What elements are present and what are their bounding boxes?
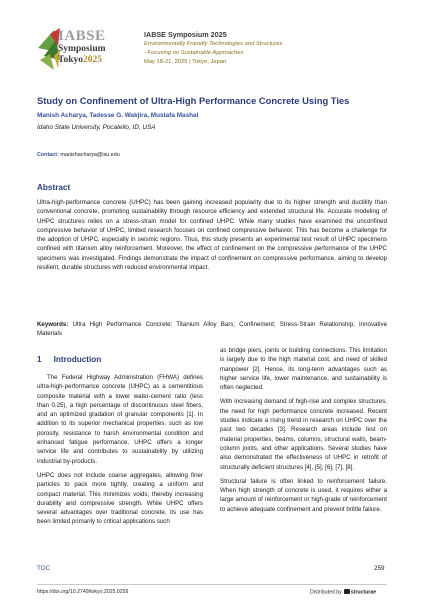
logo-symposium: Symposium	[58, 44, 106, 54]
paragraph: UHPC does not include coarse aggregates, allowing finer particles to pack more tightly, creating a uniform and compact material. This minimizes voids; thereby increasing durability and compressive strength. While UHPC offers several advantages over traditional concrete, its use has been limited primarily to critical applications such	[37, 471, 203, 526]
left-column	[37, 373, 203, 532]
paragraph: as bridge piers, joints or building connections. This limitation is largely due to the high material cost, and need of skilled manpower [2]. Hence, its long-term advantages such as higher service life, lower maintenance, and sustainability is often neglected.	[220, 347, 387, 392]
conference-theme-line-1: Environmentally Friendly Technologies and Structures	[144, 41, 283, 47]
intro-title: Introduction	[53, 355, 102, 364]
page-number: 259	[374, 565, 385, 572]
keywords-label: Keywords:	[37, 321, 69, 328]
keywords-text: Ultra High Performance Concrete; Titanium Alloy Bars; Confinement; Stress-Strain Relationship; Innovative Materials	[37, 321, 387, 338]
contact-label: Contact:	[37, 152, 59, 158]
footer-divider	[37, 584, 387, 585]
distributor-name[interactable]: structurae	[350, 589, 377, 596]
intro-heading	[37, 355, 101, 364]
authors: Manish Acharya, Tadesse G. Wakjira, Mustafa Mashal	[37, 112, 199, 119]
affiliation: Idaho State University, Pocatello, ID, USA	[37, 124, 156, 131]
distributed-by-label: Distributed by	[310, 589, 342, 596]
logo-name: IABSE	[58, 28, 106, 44]
logo-city: Tokyo	[58, 55, 83, 65]
conference-theme-line-2: - Focusing on Sustainable Approaches	[144, 50, 244, 56]
contact-email[interactable]: manishacharya@isu.edu	[60, 152, 120, 158]
keywords	[37, 320, 387, 339]
abstract-text: Ultra-high-performance concrete (UHPC) has been gaining increased popularity due to its higher strength and ductility than conventional concrete, promoting sustainability through resource efficiency and extended structural life. Accurate modeling of UHPC structures relies on a stress-strain model for confined UHPC. While many studies have examined the unconfined compressive behavior of UHPC, limited research focuses on confined compressive behavior. This has become a challenge for the adoption of UHPC, especially in seismic regions. Thus, this study presents an experimental test result of UHPC specimens confined with titanium alloy reinforcement. Moreover, the effect of confinement on the compressive performance of the UHPC specimens was investigated. Findings demonstrate the impact of confinement on compressive performance, aiming to develop resilient, durable structures with reduced environmental impact.	[37, 199, 387, 272]
paragraph: Structural failure is often linked to reinforcement failure. When high strength of concrete is used, it requires either a large amount of reinforcement or high-grade of reinforcement to achieve adequate confinement and prevent brittle failure.	[220, 477, 387, 513]
doi-link[interactable]: https://doi.org/10.2749/tokyo.2025.0259	[37, 589, 129, 595]
logo-year: 2025	[83, 55, 102, 65]
conference-title: IABSE Symposium 2025	[144, 30, 227, 39]
paper-title: Study on Confinement of Ultra-High Performance Concrete Using Ties	[37, 95, 350, 106]
toc-link[interactable]: TOC	[37, 565, 51, 572]
contact	[37, 152, 120, 158]
right-column	[220, 346, 387, 519]
paragraph: With increasing demand of high-rise and complex structures, the need for high performance concrete increased. Recent studies indicate a rising trend in research on UHPC over the past two decades [3]. Research areas include test on material properties, beams, columns, structural walls, beam-column joints, and other applications. Several studies have also demonstrated the effectiveness of UHPC in retrofit of structurally deficient structures [4], [5], [6], [7], [8].	[220, 398, 387, 471]
conference-date-place: May 18-21, 2025 | Tokyo, Japan	[144, 59, 227, 65]
structurae-logo-icon	[344, 589, 350, 594]
abstract-heading: Abstract	[37, 183, 71, 192]
distributed-by	[310, 589, 376, 596]
intro-number: 1	[37, 355, 42, 364]
logo-city-year	[58, 55, 102, 65]
paragraph: The Federal Highway Administration (FHWA) defines ultra-high-performance concrete (UHPC) as a cementitious composite material with a lower water-cement ratio (less than 0.25), a high percentage of discontinuous steel fibers, and an optimized gradation of granular components [1]. In addition to its superior mechanical properties, such as low porosity, resistance to harsh environmental condition and enhanced fatigue performance, UHPC offers a longer service life and contributes to sustainability by utilizing industrial by-products.	[37, 374, 203, 465]
